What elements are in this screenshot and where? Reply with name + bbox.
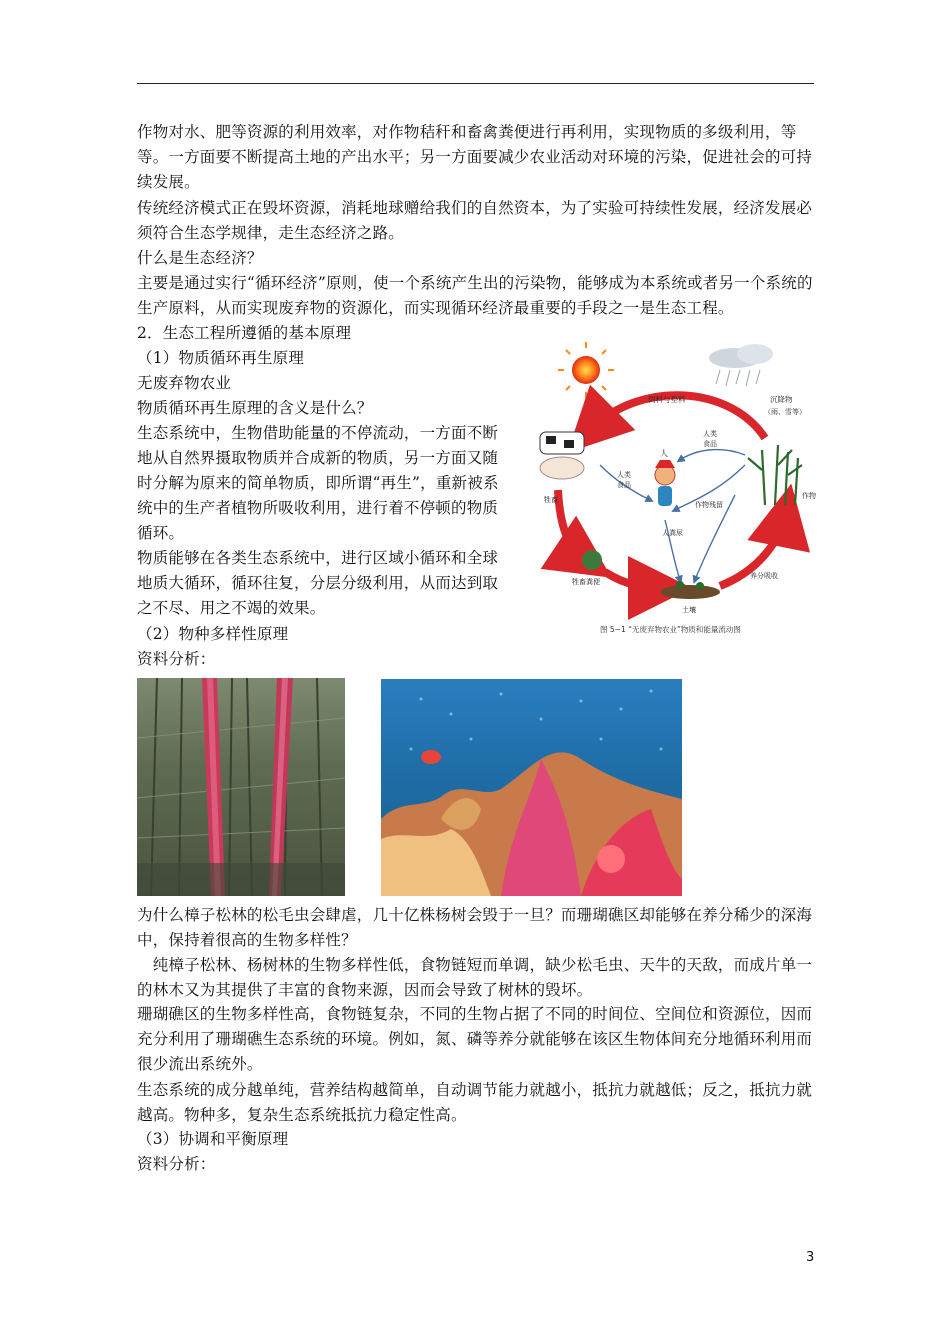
label-human-food-a2: 食品 <box>703 440 717 448</box>
label-human-food-b: 人类 <box>617 471 631 479</box>
manure-icon <box>582 550 602 570</box>
cycle-arrow-bottom-left <box>605 572 660 588</box>
label-excreta: 人粪尿 <box>662 529 683 537</box>
question: 什么是生态经济？ <box>137 249 263 267</box>
forest-photo <box>137 678 345 896</box>
paragraph: 生态系统的成分越单纯，营养结构越简单，自动调节能力就越小，抵抗力就越低；反之，抵抗力就越高。物种多，复杂生态系统抵抗力稳定性高。 <box>137 1081 813 1124</box>
paragraph: 珊瑚礁区的生物多样性高，食物链复杂，不同的生物占据了不同的时间位、空间位和资源位，因而充分利用了珊瑚礁生态系统的环境。例如，氮、磷等养分就能够在该区生物体间充分地循环利用而很少流出系统外。 <box>137 1005 813 1073</box>
paragraph: 传统经济模式正在毁坏资源，消耗地球赠给我们的自然资本，为了实验可持续性发展，经济发展必须符合生态学规律，走生态经济之路。 <box>137 199 813 242</box>
label-livestock: 牲畜 <box>544 496 558 504</box>
page-number: 3 <box>806 1250 815 1265</box>
header-rule <box>137 83 814 84</box>
paragraph: 主要是通过实行“循环经济”原则，使一个系统产生出的污染物，能够成为本系统或者另一个系统的生产原料，从而实现废弃物的资源化，而实现循环经济最重要的手段之一是生态工程。 <box>137 274 813 317</box>
question: 为什么樟子松林的松毛虫会肆虐，几十亿株杨树会毁于一旦？而珊瑚礁区却能够在养分稀少的深海中，保持着很高的生物多样性？ <box>137 906 813 949</box>
person-icon <box>655 460 675 506</box>
label-soil: 土壤 <box>682 606 696 614</box>
question: 物质循环再生原理的含义是什么？ <box>137 399 373 417</box>
waste-free-agriculture-diagram <box>530 340 830 640</box>
subsection-heading: （1）物质循环再生原理 <box>137 349 305 367</box>
cycle-arrow-left <box>558 490 585 560</box>
paragraph: 物质能够在各类生态系统中，进行区域小循环和全球地质大循环，循环往复，分层分级利用，从而达到取之不尽、用之不竭的效果。 <box>137 549 499 617</box>
label-crop: 作物 <box>802 492 816 500</box>
livestock-icon <box>540 432 584 479</box>
paragraph: 资料分析： <box>137 650 216 668</box>
diagram-caption: 图 5−1 “无废弃物农业”物质和能量流动图 <box>600 625 741 634</box>
label-manure: 牲畜粪便 <box>572 578 600 586</box>
coral-reef-photo <box>381 679 682 896</box>
paragraph: 资料分析： <box>137 1155 216 1173</box>
label-precip: 沉降物 <box>770 395 793 404</box>
crop-icon <box>748 445 802 505</box>
paragraph: 无废弃物农业 <box>137 374 232 392</box>
label-precip-sub: （雨、雪等） <box>764 408 806 416</box>
sun-icon <box>558 342 614 398</box>
label-human-food-b2: 食品 <box>617 481 631 489</box>
paragraph: 作物对水、肥等资源的利用效率，对作物秸秆和畜禽粪便进行再利用，实现物质的多级利用，等等。一方面要不断提高土地的产出水平；另一方面要减少农业活动对环境的污染，促进社会的可持续发展。 <box>137 123 813 191</box>
soil-icon <box>660 581 720 599</box>
rain-cloud-icon <box>709 344 773 386</box>
section-heading: 2．生态工程所遵循的基本原理 <box>137 324 352 342</box>
subsection-heading: （2）物种多样性原理 <box>137 625 289 643</box>
label-residue: 作物残留 <box>695 501 723 509</box>
label-feed: 饲料与垫料 <box>648 395 686 404</box>
label-nutrient: 养分吸收 <box>750 572 778 580</box>
subsection-heading: （3）协调和平衡原理 <box>137 1130 289 1148</box>
label-human-food-a: 人类 <box>703 430 717 438</box>
paragraph: 纯樟子松林、杨树林的生物多样性低，食物链短而单调，缺少松毛虫、天牛的天敌，而成片单一的林木又为其提供了丰富的食物来源，因而会导致了树林的毁坏。 <box>137 956 813 999</box>
label-person: 人 <box>660 449 668 458</box>
paragraph: 生态系统中，生物借助能量的不停流动，一方面不断地从自然界摄取物质并合成新的物质，另一方面又随时分解为原来的简单物质，即所谓“再生”，重新被系统中的生产者植物所吸收利用，进行着不停顿的物质循环。 <box>137 424 499 542</box>
